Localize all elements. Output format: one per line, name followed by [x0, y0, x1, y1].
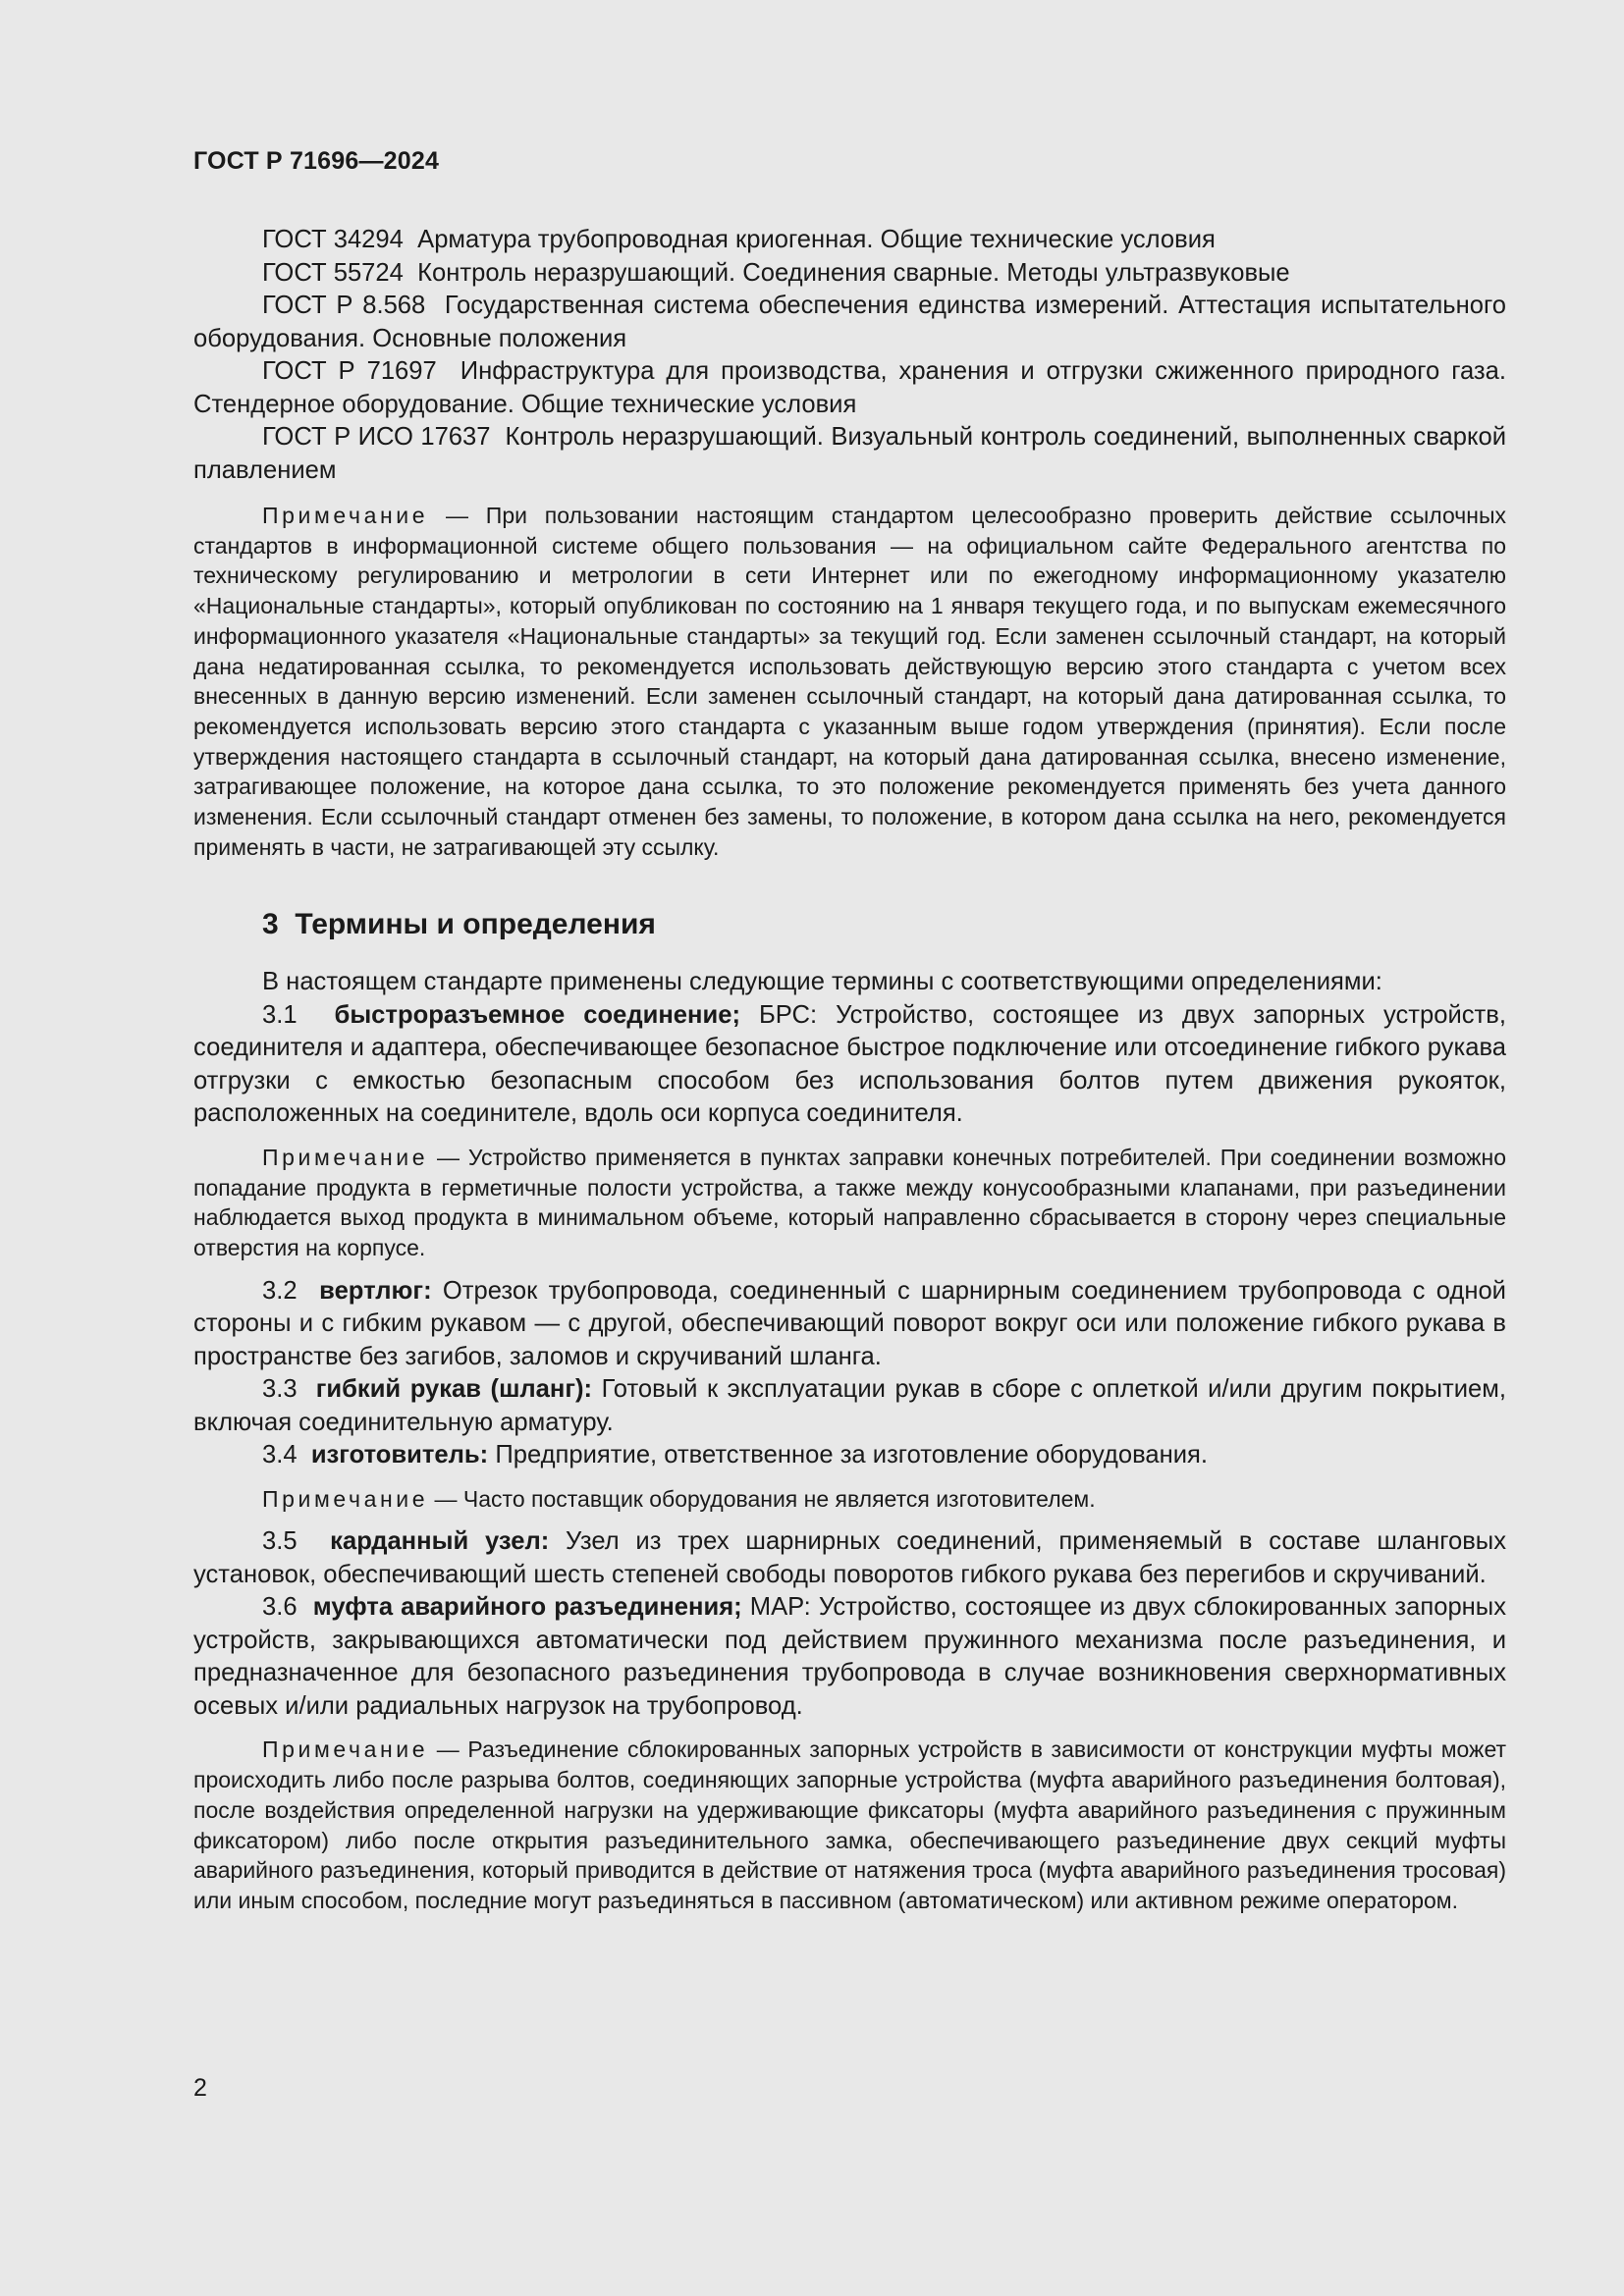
section-intro: В настоящем стандарте применены следующие термины с соответствующими определениями: — [262, 968, 1382, 996]
section-heading: 3 Термины и определения — [262, 908, 656, 941]
term-definition: 3.4 изготовитель: Предприятие, ответственное за изготовление оборудования. — [262, 1441, 1209, 1469]
term-definition: 3.5 карданный узел: Узел из трех шарнирных соединений, применяемый в составе шланговых установок, обеспечивающий шесть степеней свободы поворотов гибкого рукава без перегибов и скручиваний. — [193, 1527, 1506, 1588]
normative-references — [193, 224, 1506, 487]
reference-item: ГОСТ 34294 Арматура трубопроводная криогенная. Общие технические условия — [262, 226, 1216, 253]
document-header: ГОСТ Р 71696—2024 — [193, 147, 440, 175]
term-note: Примечание — Часто поставщик оборудования не является изготовителем. — [262, 1485, 1096, 1512]
note-label: Примечание — [262, 1736, 429, 1763]
reference-item: ГОСТ 55724 Контроль неразрушающий. Соединения сварные. Методы ультразвуковые — [262, 258, 1290, 287]
reference-note: Примечание — При пользовании настоящим стандартом целесообразно проверить действие ссылочных стандартов в информационной системе общего пользования — на официальном сайте Федерального агентства по техническому регулированию и метрологии в сети Интернет или по ежегодному информационному указателю «Национальные стандарты», который опубликован по состоянию на 1 января текущего года, и по выпускам ежемесячного информационного указателя «Национальные стандарты» за текущий год. Если заменен ссылочный стандарт, на который дана недатированная ссылка, то рекомендуется использовать действующую версию этого стандарта с учетом всех внесенных в данную версию изменений. Если заменен ссылочный стандарт, на который дана датированная ссылка, то рекомендуется использовать версию этого стандарта с указанным выше годом утверждения (принятия). Если после утверждения настоящего стандарта в ссылочный стандарт, на который дана датированная ссылка, внесено изменение, затрагивающее положение, на которое дана ссылка, то это положение рекомендуется применять без учета данного изменения. Если ссылочный стандарт отменен без замены, то положение, в котором дана ссылка на него, рекомендуется применять в части, не затрагивающей эту ссылку. — [193, 503, 1506, 860]
term-definition: 3.2 вертлюг: Отрезок трубопровода, соединенный с шарнирным соединением трубопровода с одной стороны и с гибким рукавом — с другой, обеспечивающий поворот вокруг оси или положение гибкого рукава в пространстве без загибов, заломов и скручиваний шланга. — [193, 1276, 1506, 1370]
term-name: изготовитель: — [310, 1441, 489, 1469]
note-label: Примечание — [262, 1144, 429, 1170]
term-note: Примечание — Разъединение сблокированных запорных устройств в зависимости от конструкции муфты может происходить либо после разрыва болтов, соединяющих запорные устройства (муфта аварийного разъединения болтовая), после воздействия определенной нагрузки на удерживающие фиксаторы (муфта аварийного разъединения с пружинным фиксатором) либо после открытия разъединительного замка, обеспечивающего разъединение двух секций муфты аварийного разъединения, который приводится в действие от натяжения троса (муфта аварийного разъединения тросовая) или иным способом, последние могут разъединяться в пассивном (автоматическом) или активном режиме оператором. — [193, 1736, 1507, 1913]
note-label: Примечание — [262, 503, 429, 528]
term-definition: 3.6 муфта аварийного разъединения; МАР: Устройство, состоящее из двух сблокированных запорных устройств, закрывающихся автоматически под действием пружинного механизма после разъединения, и предназначенное для безопасного разъединения трубопровода в случае возникновения сверхнормативных осевых и/или радиальных нагрузок на трубопровод. — [193, 1593, 1507, 1720]
page-content — [193, 224, 1506, 1916]
reference-item: ГОСТ Р 8.568 Государственная система обеспечения единства измерений. Аттестация испытательного оборудования. Основные положения — [193, 292, 1506, 352]
reference-item: ГОСТ Р ИСО 17637 Контроль неразрушающий. Визуальный контроль соединений, выполненных сваркой плавлением — [193, 423, 1506, 484]
term-definition: 3.3 гибкий рукав (шланг): Готовый к эксплуатации рукав в сборе с оплеткой и/или другим покрытием, включая соединительную арматуру. — [193, 1375, 1506, 1436]
term-note: Примечание — Устройство применяется в пунктах заправки конечных потребителей. При соединении возможно попадание продукта в герметичные полости устройства, а также между конусообразными клапанами, при разъединении наблюдается выход продукта в минимальном объеме, который направленно сбрасывается в сторону через специальные отверстия на корпусе. — [193, 1144, 1506, 1261]
term-name: быстроразъемное соединение; — [334, 1000, 740, 1029]
term-name: карданный узел: — [330, 1527, 550, 1556]
page-number: 2 — [193, 2074, 207, 2102]
term-name: гибкий рукав (шланг): — [315, 1375, 593, 1404]
reference-item: ГОСТ Р 71697 Инфраструктура для производства, хранения и отгрузки сжиженного природного газа. Стендерное оборудование. Общие технические условия — [193, 357, 1506, 418]
term-name: вертлюг: — [319, 1276, 432, 1305]
term-name: муфта аварийного разъединения; — [312, 1593, 742, 1622]
note-label: Примечание — [262, 1485, 429, 1512]
term-definition: 3.1 быстроразъемное соединение; БРС: Устройство, состоящее из двух запорных устройств, соединителя и адаптера, обеспечивающее безопасное быстрое подключение или отсоединение гибкого рукава отгрузки с емкостью безопасным способом без использования болтов путем движения рукояток, расположенных на соединителе, вдоль оси корпуса соединителя. — [193, 1000, 1506, 1128]
